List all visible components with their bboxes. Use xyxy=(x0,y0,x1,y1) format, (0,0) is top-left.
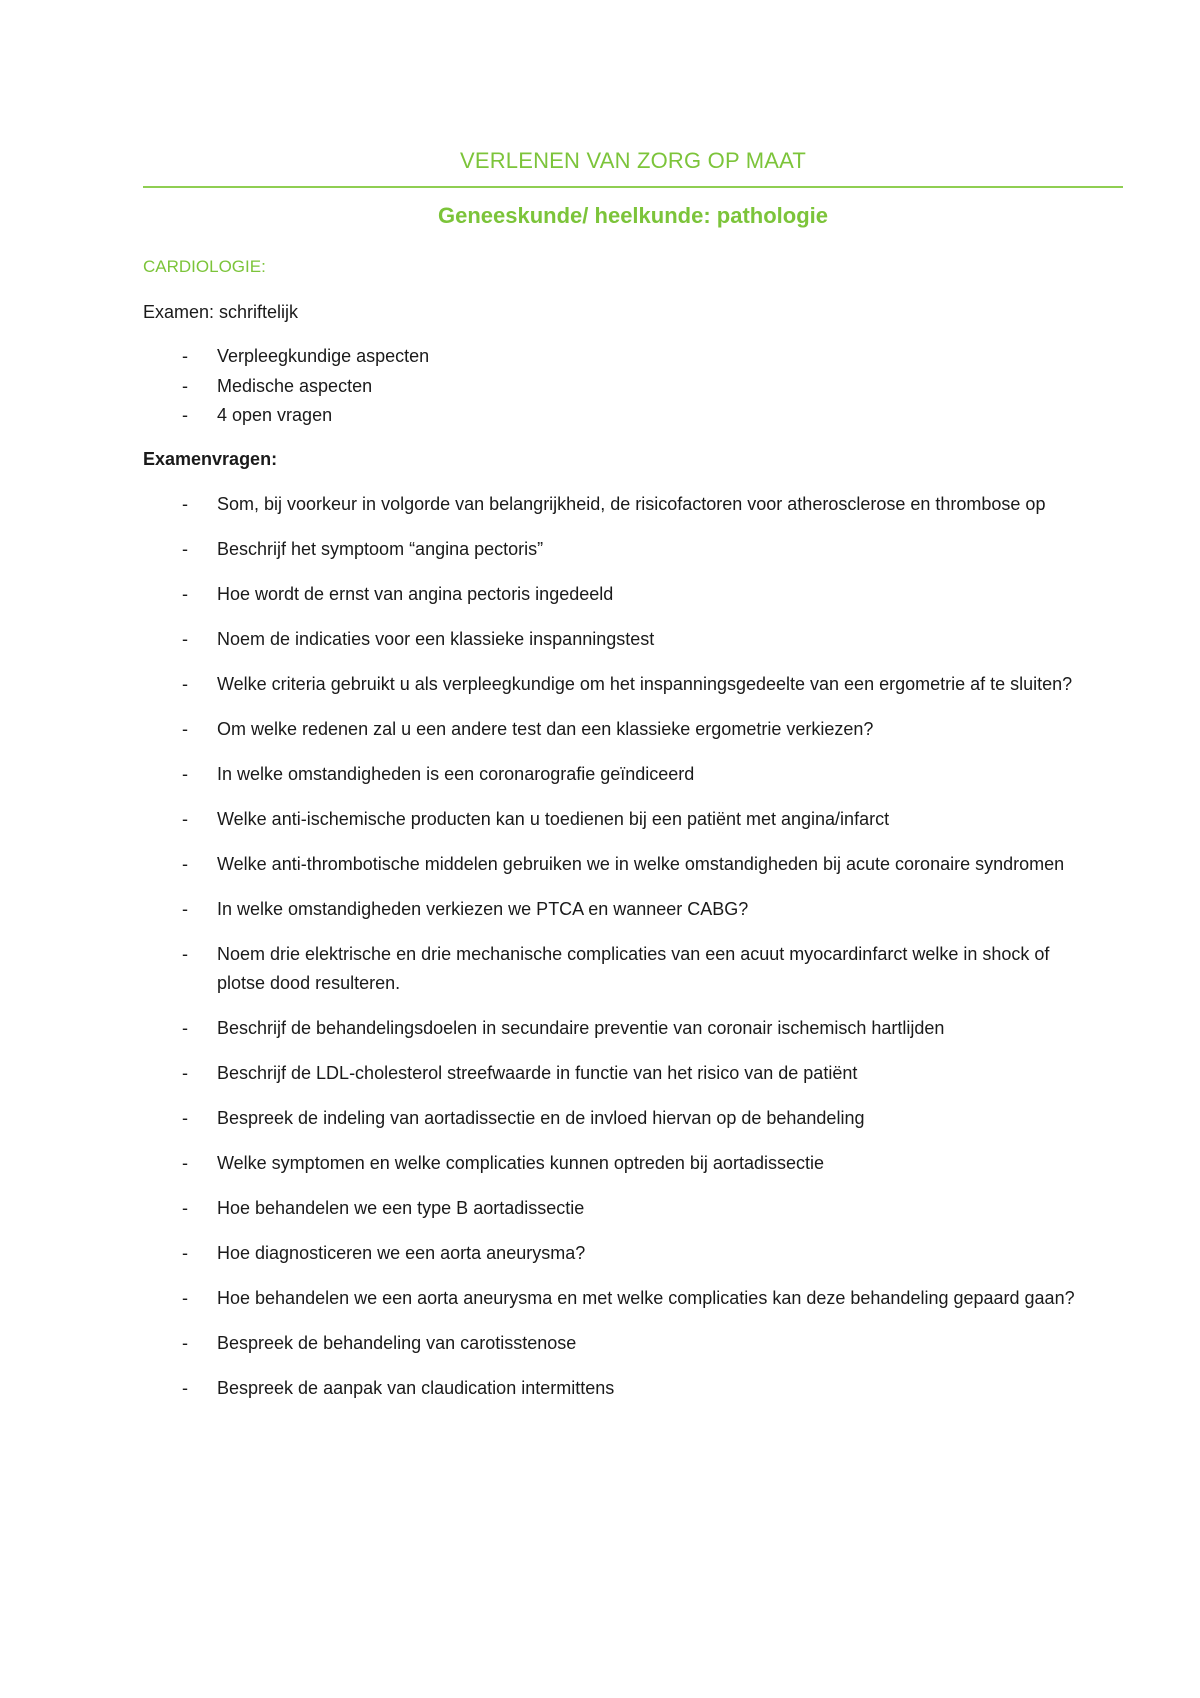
question-text: In welke omstandigheden verkiezen we PTCA en wanneer CABG? xyxy=(217,899,749,919)
list-item-text: 4 open vragen xyxy=(217,405,333,425)
question-text: Hoe wordt de ernst van angina pectoris ingedeeld xyxy=(217,584,614,604)
question-item xyxy=(143,1104,1083,1133)
bullet-dash: - xyxy=(182,719,188,739)
question-item xyxy=(143,1014,1083,1043)
bullet-dash: - xyxy=(182,629,188,649)
question-text: Hoe diagnosticeren we een aorta aneurysma? xyxy=(217,1243,586,1263)
question-text: Som, bij voorkeur in volgorde van belangrijkheid, de risicofactoren voor atherosclerose en thrombose op xyxy=(217,494,1046,514)
bullet-dash: - xyxy=(182,1108,188,1128)
bullet-dash: - xyxy=(182,944,188,964)
question-text: Noem drie elektrische en drie mechanische complicaties van een acuut myocardinfarct welke in shock of plotse dood resulteren. xyxy=(217,944,1050,993)
list-item-text: Verpleegkundige aspecten xyxy=(217,346,430,366)
question-item xyxy=(143,1284,1083,1313)
exam-type-line: Examen: schriftelijk xyxy=(143,302,299,322)
question-text: In welke omstandigheden is een coronarografie geïndiceerd xyxy=(217,764,695,784)
exam-aspects-list xyxy=(143,342,1083,431)
question-item xyxy=(143,1374,1083,1403)
bullet-dash: - xyxy=(182,1378,188,1398)
question-text: Welke criteria gebruikt u als verpleegkundige om het inspanningsgedeelte van een ergometrie af te sluiten? xyxy=(217,674,1073,694)
bullet-dash: - xyxy=(182,1288,188,1308)
question-text: Bespreek de behandeling van carotisstenose xyxy=(217,1333,577,1353)
question-item xyxy=(143,940,1083,998)
question-text: Beschrijf het symptoom “angina pectoris” xyxy=(217,539,544,559)
question-item xyxy=(143,1329,1083,1358)
bullet-dash: - xyxy=(182,1333,188,1353)
bullet-dash: - xyxy=(182,405,188,425)
bullet-dash: - xyxy=(182,854,188,874)
list-item xyxy=(143,372,1083,402)
bullet-dash: - xyxy=(182,539,188,559)
question-item xyxy=(143,1239,1083,1268)
question-item xyxy=(143,490,1083,519)
question-text: Welke anti-thrombotische middelen gebruiken we in welke omstandigheden bij acute coronaire syndromen xyxy=(217,854,1065,874)
question-item xyxy=(143,715,1083,744)
question-item xyxy=(143,805,1083,834)
question-item xyxy=(143,670,1083,699)
questions-list xyxy=(143,490,1083,1419)
bullet-dash: - xyxy=(182,809,188,829)
bullet-dash: - xyxy=(182,375,188,396)
bullet-dash: - xyxy=(182,346,188,366)
bullet-dash: - xyxy=(182,494,188,514)
questions-heading: Examenvragen: xyxy=(143,449,278,469)
bullet-dash: - xyxy=(182,1063,188,1083)
bullet-dash: - xyxy=(182,1243,188,1263)
bullet-dash: - xyxy=(182,674,188,694)
question-item xyxy=(143,895,1083,924)
question-text: Hoe behandelen we een type B aortadissectie xyxy=(217,1198,585,1218)
bullet-dash: - xyxy=(182,764,188,784)
list-item xyxy=(143,401,1083,431)
question-text: Welke anti-ischemische producten kan u toedienen bij een patiënt met angina/infarct xyxy=(217,809,890,829)
question-item xyxy=(143,850,1083,879)
section-heading: CARDIOLOGIE: xyxy=(143,257,266,276)
list-item xyxy=(143,342,1083,372)
question-item xyxy=(143,1194,1083,1223)
question-item xyxy=(143,1059,1083,1088)
document-subtitle: Geneeskunde/ heelkunde: pathologie xyxy=(438,203,828,228)
question-item xyxy=(143,625,1083,654)
question-text: Noem de indicaties voor een klassieke inspanningstest xyxy=(217,629,655,649)
question-text: Bespreek de indeling van aortadissectie en de invloed hiervan op de behandeling xyxy=(217,1108,865,1128)
question-item xyxy=(143,1149,1083,1178)
title-divider xyxy=(143,186,1123,188)
bullet-dash: - xyxy=(182,1153,188,1173)
bullet-dash: - xyxy=(182,1198,188,1218)
question-text: Beschrijf de behandelingsdoelen in secundaire preventie van coronair ischemisch hartlijden xyxy=(217,1018,945,1038)
question-text: Hoe behandelen we een aorta aneurysma en met welke complicaties kan deze behandeling gepaard gaan? xyxy=(217,1288,1075,1308)
question-text: Welke symptomen en welke complicaties kunnen optreden bij aortadissectie xyxy=(217,1153,824,1173)
question-text: Beschrijf de LDL-cholesterol streefwaarde in functie van het risico van de patiënt xyxy=(217,1063,858,1083)
list-item-text: Medische aspecten xyxy=(217,375,373,396)
question-item xyxy=(143,580,1083,609)
bullet-dash: - xyxy=(182,1018,188,1038)
document-title: VERLENEN VAN ZORG OP MAAT xyxy=(459,148,807,173)
question-text: Om welke redenen zal u een andere test dan een klassieke ergometrie verkiezen? xyxy=(217,719,874,739)
bullet-dash: - xyxy=(182,899,188,919)
question-text: Bespreek de aanpak van claudication intermittens xyxy=(217,1378,615,1398)
bullet-dash: - xyxy=(182,584,188,604)
question-item xyxy=(143,535,1083,564)
question-item xyxy=(143,760,1083,789)
